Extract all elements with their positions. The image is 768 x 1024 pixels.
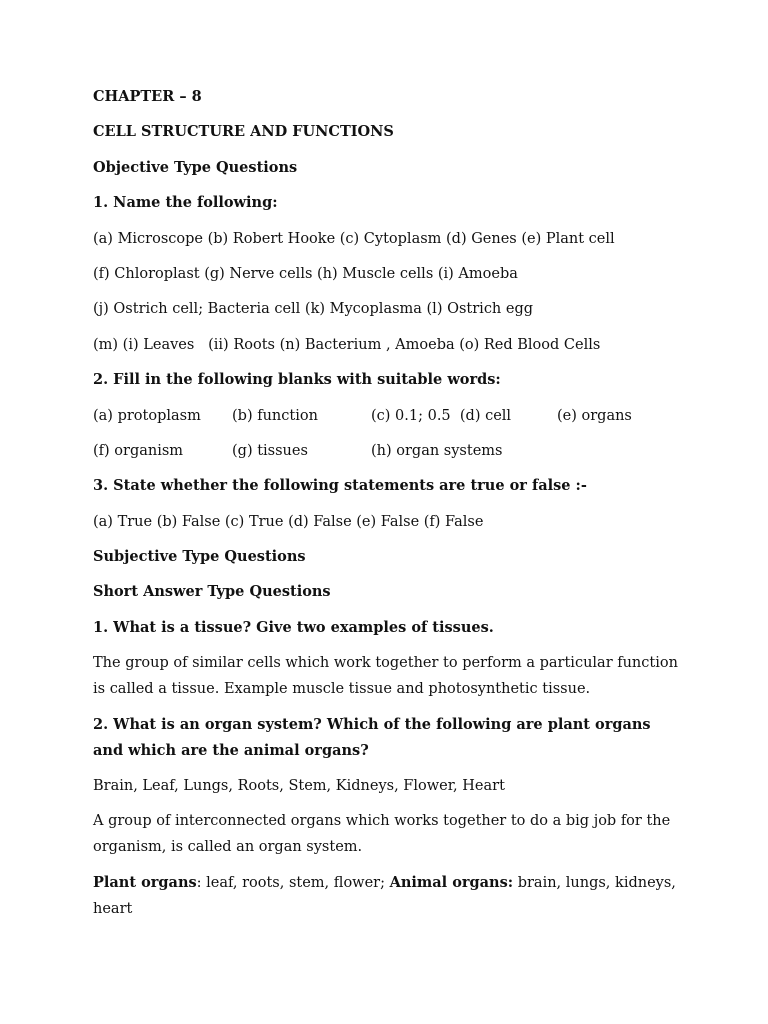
sa1-answer: The group of similar cells which work together to perform a particular function is called a tissue. Example muscle tissue and photosynthetic tissue.: [93, 655, 678, 698]
q2-answer-cell: (f) organism: [93, 442, 184, 459]
subjective-heading: Subjective Type Questions: [93, 548, 306, 566]
plant-organs-label: Plant organs: [93, 873, 197, 891]
short-answer-heading: Short Answer Type Questions: [93, 583, 331, 601]
animal-organs-label: Animal organs:: [389, 873, 514, 891]
q1-answer-line: (j) Ostrich cell; Bacteria cell (k) Mycoplasma (l) Ostrich egg: [93, 301, 534, 318]
q1-answer-line: (m) (i) Leaves (ii) Roots (n) Bacterium , Amoeba (o) Red Blood Cells: [93, 336, 601, 353]
q2-answer-cell: (g) tissues: [232, 442, 308, 459]
document-page: [93, 84, 693, 931]
q3-heading: 3. State whether the following statements are true or false :-: [93, 477, 587, 495]
q2-answer-row: [93, 438, 693, 464]
q3-answer: (a) True (b) False (c) True (d) False (e) False (f) False: [93, 513, 484, 530]
animal-organs-text: brain, lungs, kidneys, heart: [93, 874, 676, 917]
q2-answer-row: [93, 403, 693, 429]
sa2-answer: A group of interconnected organs which works together to do a big job for the organism, is called an organ system.: [93, 813, 671, 856]
q2-answer-cell: (c) 0.1; 0.5 (d) cell: [371, 407, 512, 424]
q2-answer-cell: (a) protoplasm: [93, 407, 201, 424]
q1-answer-line: (f) Chloroplast (g) Nerve cells (h) Muscle cells (i) Amoeba: [93, 265, 518, 282]
objective-heading: Objective Type Questions: [93, 158, 298, 176]
chapter-heading: CHAPTER – 8: [93, 88, 202, 105]
sa2-list: Brain, Leaf, Lungs, Roots, Stem, Kidneys, Flower, Heart: [93, 778, 505, 795]
chapter-title: CELL STRUCTURE AND FUNCTIONS: [93, 123, 394, 141]
q1-heading: 1. Name the following:: [93, 194, 278, 212]
q2-answer-cell: (h) organ systems: [371, 442, 503, 459]
plant-organs-text: : leaf, roots, stem, flower;: [196, 874, 390, 891]
sa2-question: 2. What is an organ system? Which of the following are plant organs and which are the animal organs?: [93, 715, 651, 759]
sa1-question: 1. What is a tissue? Give two examples of tissues.: [93, 618, 494, 636]
q2-heading: 2. Fill in the following blanks with suitable words:: [93, 371, 501, 389]
q2-answer-cell: (b) function: [232, 407, 318, 424]
q2-answer-cell: (e) organs: [557, 407, 632, 424]
q1-answer-line: (a) Microscope (b) Robert Hooke (c) Cytoplasm (d) Genes (e) Plant cell: [93, 230, 615, 247]
sa2-organs-answer: [93, 870, 683, 922]
